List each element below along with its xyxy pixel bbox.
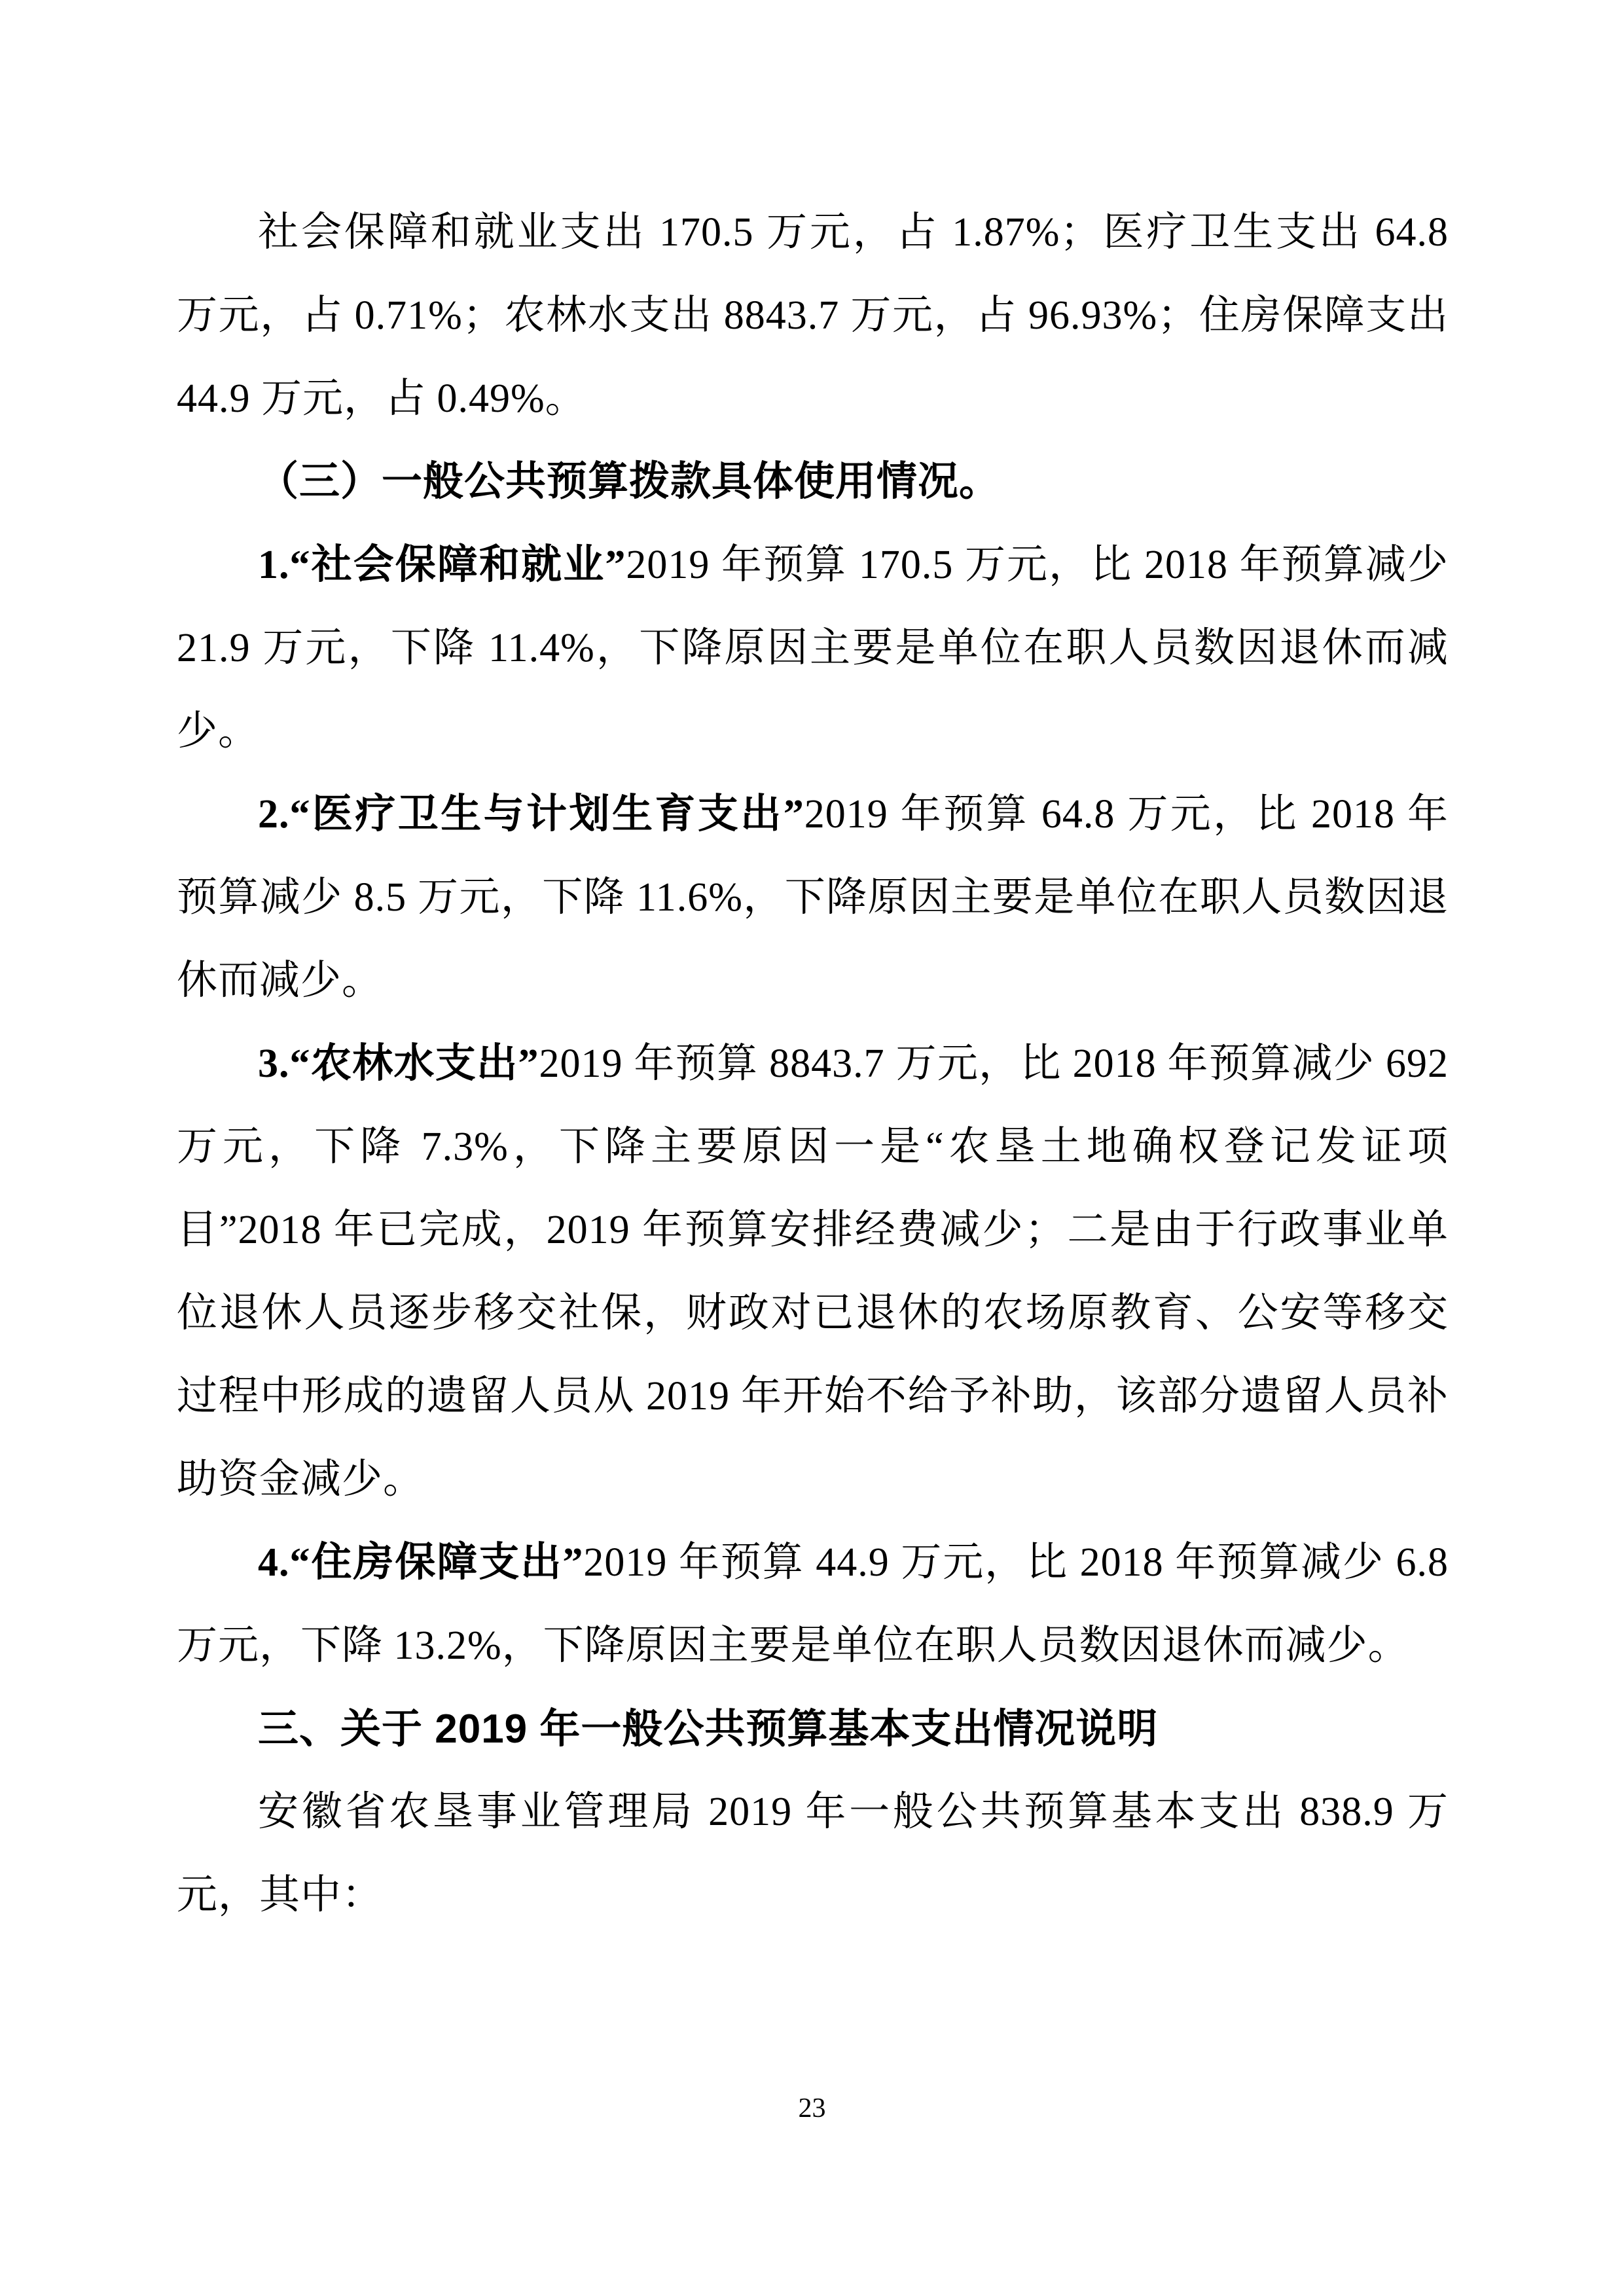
bold-text-run: 1.“社会保障和就业” xyxy=(258,543,626,587)
page-number: 23 xyxy=(798,2093,826,2123)
paragraph xyxy=(177,191,1449,441)
section-heading xyxy=(177,441,1449,524)
text-run: 安徽省农垦事业管理局 2019 年一般公共预算基本支出 838.9 万元，其中： xyxy=(177,1790,1449,1917)
text-run: 2019 年预算 8843.7 万元，比 2018 年预算减少 692 万元，下降 7.3%，下降主要原因一是“农垦土地确权登记发证项目”2018 年已完成，2019 年预算安排经费减少；二是由于行政事业单位退休人员逐步移交社保，财政对已退休的农场原教育、公安等移交过程中形成的遗留人员从 2019 年开始不给予补助，该部分遗留人员补助资金减少。 xyxy=(177,1041,1449,1502)
bold-text-run: 三、关于 2019 年一般公共预算基本支出情况说明 xyxy=(258,1707,1159,1752)
text-run: 2019 年预算 170.5 万元，比 2018 年预算减少 21.9 万元，下降 11.4%，下降原因主要是单位在职人员数因退休而减少。 xyxy=(177,543,1449,753)
paragraph xyxy=(177,1022,1449,1521)
paragraph xyxy=(177,773,1449,1022)
paragraph xyxy=(177,1521,1449,1688)
bold-text-run: 2.“医疗卫生与计划生育支出” xyxy=(258,792,804,837)
paragraph xyxy=(177,524,1449,773)
text-run: 社会保障和就业支出 170.5 万元，占 1.87%；医疗卫生支出 64.8 万元，占 0.71%；农林水支出 8843.7 万元，占 96.93%；住房保障支出 44.9 万元，占 0.49%。 xyxy=(177,210,1449,421)
bold-text-run: 4.“住房保障支出” xyxy=(258,1540,584,1585)
paragraph xyxy=(177,1771,1449,1937)
bold-text-run: 3.“农林水支出” xyxy=(258,1041,539,1086)
section-heading xyxy=(177,1688,1449,1771)
text-run: 2019 年预算 64.8 万元，比 2018 年预算减少 8.5 万元，下降 11.6%，下降原因主要是单位在职人员数因退休而减少。 xyxy=(177,792,1449,1003)
bold-text-run: （三）一般公共预算拨款具体使用情况。 xyxy=(258,460,1001,504)
text-run: 2019 年预算 44.9 万元，比 2018 年预算减少 6.8 万元，下降 13.2%，下降原因主要是单位在职人员数因退休而减少。 xyxy=(177,1540,1449,1668)
document-body xyxy=(177,191,1449,1937)
